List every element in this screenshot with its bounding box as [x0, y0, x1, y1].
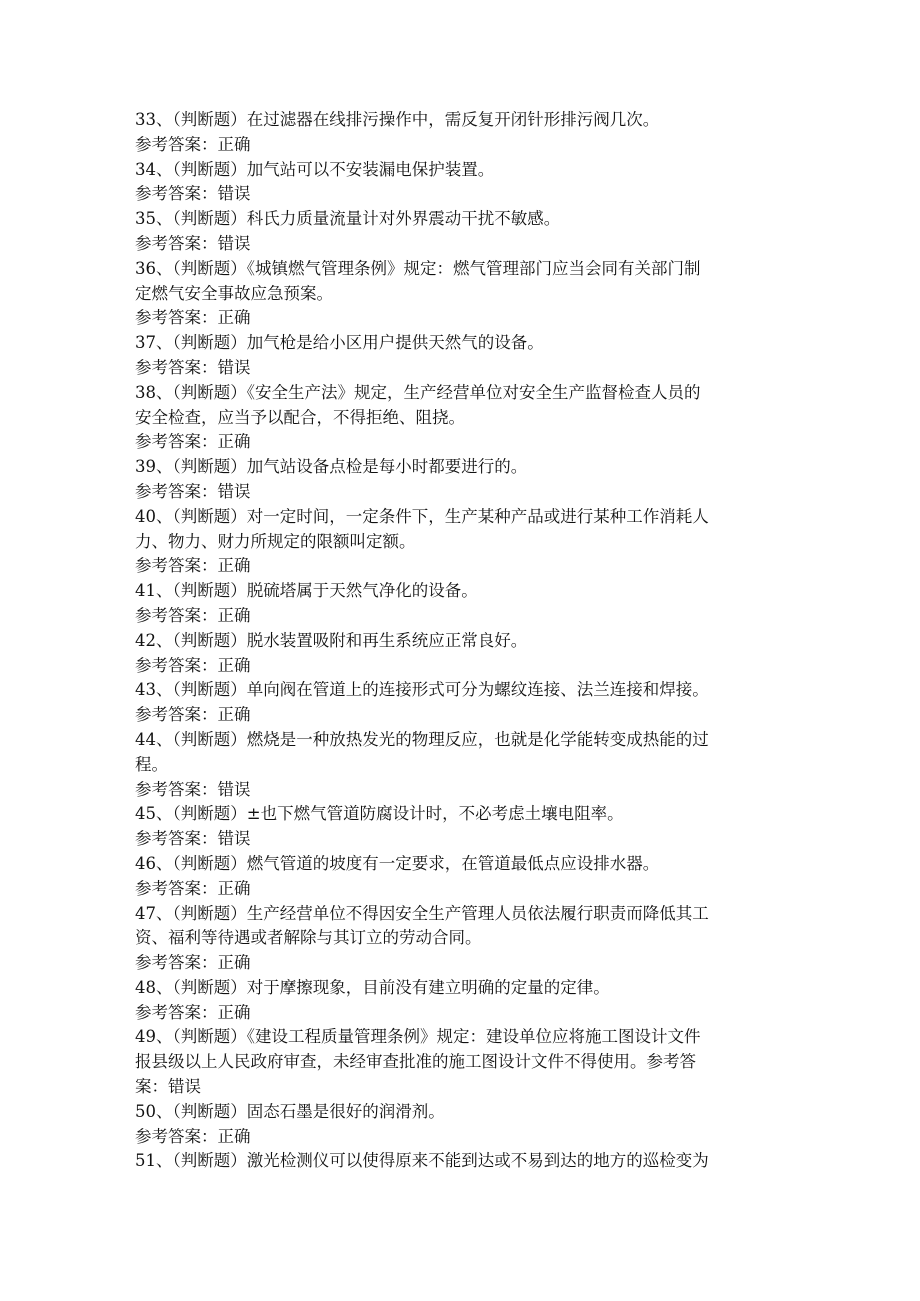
- text-line: 33、（判断题）在过滤器在线排污操作中，需反复开闭针形排污阀几次。: [135, 110, 660, 129]
- text-line: 36、（判断题）《城镇燃气管理条例》规定：燃气管理部门应当会同有关部门制: [135, 258, 701, 278]
- text-line: 参考答案：正确: [135, 953, 251, 973]
- text-line: 参考答案：错误: [135, 184, 251, 204]
- text-line: 参考答案：错误: [135, 829, 251, 849]
- text-line: 参考答案：正确: [135, 556, 251, 576]
- text-line: 41、（判断题）脱硫塔属于天然气净化的设备。: [135, 581, 478, 601]
- text-line: 安全检查，应当予以配合，不得拒绝、阻挠。: [135, 407, 465, 427]
- text-line: 49、（判断题）《建设工程质量管理条例》规定：建设单位应将施工图设计文件: [135, 1027, 701, 1047]
- text-line: 报县级以上人民政府审查，未经审查批准的施工图设计文件不得使用。参考答: [135, 1052, 696, 1072]
- text-line: 51、（判断题）激光检测仪可以使得原来不能到达或不易到达的地方的巡检变为: [135, 1151, 709, 1171]
- text-line: 程。: [135, 754, 168, 774]
- text-line: 34、（判断题）加气站可以不安装漏电保护装置。: [135, 159, 495, 179]
- text-line: 37、（判断题）加气枪是给小区用户提供天然气的设备。: [135, 333, 544, 353]
- text-line: 参考答案：正确: [135, 1126, 251, 1146]
- text-line: 资、福利等待遇或者解除与其订立的劳动合同。: [135, 928, 482, 948]
- text-line: 35、（判断题）科氏力质量流量计对外界震动干扰不敏感。: [135, 209, 561, 229]
- text-line: 42、（判断题）脱水装置吸附和再生系统应正常良好。: [135, 630, 528, 650]
- text-line: 44、（判断题）燃烧是一种放热发光的物理反应，也就是化学能转变成热能的过: [135, 729, 709, 749]
- text-line: 43、（判断题）单向阀在管道上的连接形式可分为螺纹连接、法兰连接和焊接。: [135, 680, 709, 700]
- text-line: 38、（判断题）《安全生产法》规定，生产经营单位对安全生产监督检查人员的: [135, 382, 701, 402]
- text-line: 参考答案：正确: [135, 605, 251, 625]
- text-line: 47、（判断题）生产经营单位不得因安全生产管理人员依法履行职责而降低其工: [135, 903, 709, 923]
- text-line: 45、（判断题）±也下燃气管道防腐设计时，不必考虑土壤电阻率。: [135, 804, 624, 824]
- text-line: 力、物力、财力所规定的限额叫定额。: [135, 531, 416, 551]
- text-line: 参考答案：错误: [135, 357, 251, 377]
- text-line: 39、（判断题）加气站设备点检是每小时都要进行的。: [135, 457, 528, 477]
- text-line: 案：错误: [135, 1077, 201, 1097]
- text-line: 参考答案：正确: [135, 1002, 251, 1022]
- text-line: 参考答案：正确: [135, 308, 251, 328]
- text-line: 参考答案：正确: [135, 655, 251, 675]
- text-line: 参考答案：正确: [135, 432, 251, 452]
- text-line: 50、（判断题）固态石墨是很好的润滑剂。: [135, 1101, 445, 1121]
- text-line: 48、（判断题）对于摩擦现象，目前没有建立明确的定量的定律。: [135, 977, 610, 997]
- document-body: [135, 108, 785, 1174]
- text-line: 参考答案：错误: [135, 779, 251, 799]
- text-line: 参考答案：正确: [135, 705, 251, 725]
- text-line: 参考答案：错误: [135, 481, 251, 501]
- text-line: 参考答案：错误: [135, 233, 251, 253]
- text-line: 40、（判断题）对一定时间，一定条件下，生产某种产品或进行某种工作消耗人: [135, 506, 709, 526]
- text-line: 参考答案：正确: [135, 134, 251, 154]
- text-line: 定燃气安全事故应急预案。: [135, 283, 333, 303]
- text-line: 参考答案：正确: [135, 878, 251, 898]
- text-line: 46、（判断题）燃气管道的坡度有一定要求，在管道最低点应设排水器。: [135, 853, 660, 873]
